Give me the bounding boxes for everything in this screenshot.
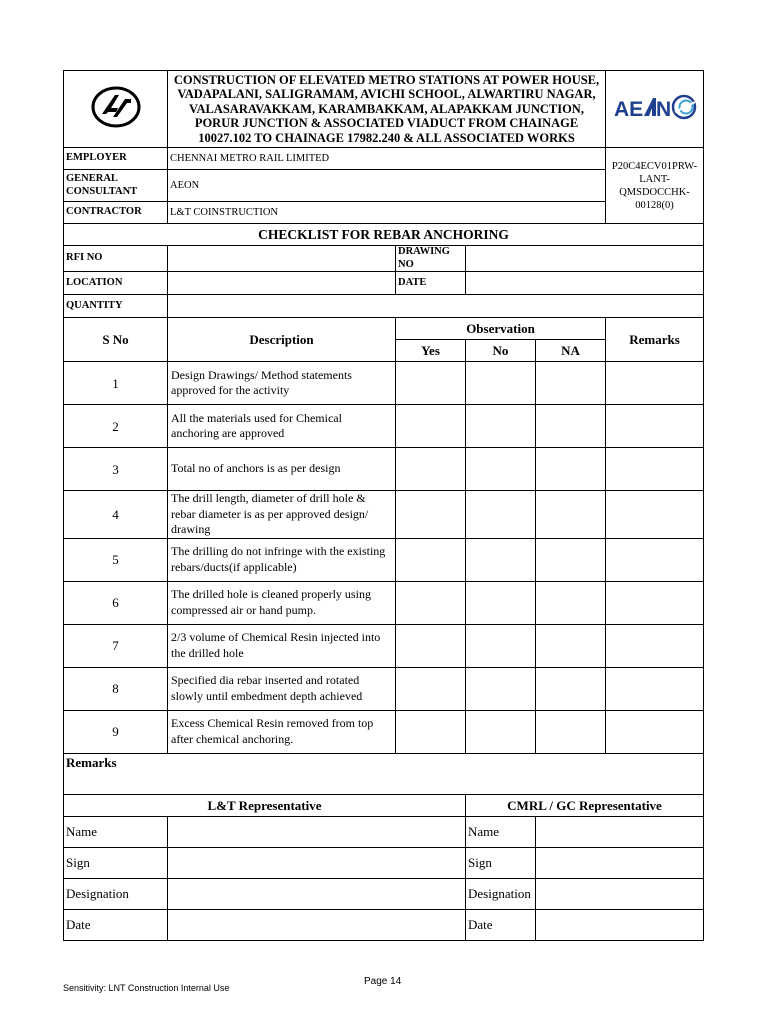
employer-value: CHENNAI METRO RAIL LIMITED [168, 148, 606, 170]
lt-designation-field[interactable] [168, 878, 466, 909]
row-description: Specified dia rebar inserted and rotated slowly until embedment depth achieved [168, 667, 396, 710]
col-remarks-header: Remarks [606, 318, 704, 362]
row-sno: 2 [64, 405, 168, 448]
checklist-title: CHECKLIST FOR REBAR ANCHORING [64, 224, 704, 246]
row-yes-cell[interactable] [396, 538, 466, 581]
row-remarks-cell[interactable] [606, 448, 704, 491]
lt-name-field[interactable] [168, 816, 466, 847]
row-na-cell[interactable] [536, 667, 606, 710]
lt-date-field[interactable] [168, 909, 466, 940]
page-number: Page 14 [364, 976, 402, 987]
row-remarks-cell[interactable] [606, 405, 704, 448]
row-na-cell[interactable] [536, 405, 606, 448]
contractor-value: L&T COINSTRUCTION [168, 202, 606, 224]
col-description-header: Description [168, 318, 396, 362]
lt-date-label: Date [64, 909, 168, 940]
row-description: Total no of anchors is as per design [168, 448, 396, 491]
row-sno: 7 [64, 624, 168, 667]
row-yes-cell[interactable] [396, 667, 466, 710]
row-no-cell[interactable] [466, 491, 536, 539]
row-sno: 8 [64, 667, 168, 710]
row-sno: 4 [64, 491, 168, 539]
table-row [64, 710, 704, 753]
rfi-label: RFI NO [64, 246, 168, 272]
lt-representative-title: L&T Representative [64, 794, 466, 816]
row-sno: 1 [64, 362, 168, 405]
row-no-cell[interactable] [466, 710, 536, 753]
row-remarks-cell[interactable] [606, 362, 704, 405]
row-remarks-cell[interactable] [606, 624, 704, 667]
remarks-field[interactable] [64, 753, 704, 794]
col-observation-header: Observation [396, 318, 606, 340]
lt-logo [64, 71, 168, 148]
table-row [64, 538, 704, 581]
lt-designation-label: Designation [64, 878, 168, 909]
remarks-label: Remarks [66, 754, 117, 770]
row-no-cell[interactable] [466, 362, 536, 405]
row-yes-cell[interactable] [396, 581, 466, 624]
employer-label: EMPLOYER [64, 148, 168, 170]
cmrl-designation-field[interactable] [536, 878, 704, 909]
row-description: Excess Chemical Resin removed from top after chemical anchoring. [168, 710, 396, 753]
drawing-field[interactable] [466, 246, 704, 272]
consultant-label: GENERAL CONSULTANT [64, 170, 168, 202]
row-yes-cell[interactable] [396, 624, 466, 667]
quantity-field[interactable] [168, 295, 704, 318]
table-row [64, 624, 704, 667]
lt-logo-icon [88, 84, 144, 130]
row-no-cell[interactable] [466, 405, 536, 448]
row-sno: 3 [64, 448, 168, 491]
col-no-header: No [466, 340, 536, 362]
date-label: DATE [396, 272, 466, 295]
row-sno: 6 [64, 581, 168, 624]
row-description: The drill length, diameter of drill hole & rebar diameter is as per approved design/ drawing [168, 491, 396, 539]
row-yes-cell[interactable] [396, 491, 466, 539]
sensitivity-label: Sensitivity: LNT Construction Internal Use [63, 983, 230, 993]
lt-name-label: Name [64, 816, 168, 847]
cmrl-name-field[interactable] [536, 816, 704, 847]
lt-sign-label: Sign [64, 847, 168, 878]
table-row [64, 362, 704, 405]
svg-text:N: N [655, 98, 671, 121]
row-remarks-cell[interactable] [606, 538, 704, 581]
row-yes-cell[interactable] [396, 405, 466, 448]
row-na-cell[interactable] [536, 448, 606, 491]
cmrl-name-label: Name [466, 816, 536, 847]
cmrl-date-label: Date [466, 909, 536, 940]
row-yes-cell[interactable] [396, 362, 466, 405]
table-row [64, 491, 704, 539]
aeon-logo [606, 71, 704, 148]
svg-text:AE: AE [613, 98, 643, 121]
row-yes-cell[interactable] [396, 448, 466, 491]
drawing-label: DRAWING NO [396, 246, 466, 272]
quantity-label: QUANTITY [64, 295, 168, 318]
table-row [64, 405, 704, 448]
cmrl-date-field[interactable] [536, 909, 704, 940]
row-description: The drilled hole is cleaned properly using compressed air or hand pump. [168, 581, 396, 624]
lt-sign-field[interactable] [168, 847, 466, 878]
row-na-cell[interactable] [536, 710, 606, 753]
row-description: 2/3 volume of Chemical Resin injected into the drilled hole [168, 624, 396, 667]
row-no-cell[interactable] [466, 538, 536, 581]
date-field[interactable] [466, 272, 704, 295]
row-remarks-cell[interactable] [606, 581, 704, 624]
location-label: LOCATION [64, 272, 168, 295]
consultant-value: AEON [168, 170, 606, 202]
row-sno: 5 [64, 538, 168, 581]
location-field[interactable] [168, 272, 396, 295]
row-na-cell[interactable] [536, 538, 606, 581]
row-no-cell[interactable] [466, 581, 536, 624]
row-description: All the materials used for Chemical anchoring are approved [168, 405, 396, 448]
col-sno-header: S No [64, 318, 168, 362]
row-remarks-cell[interactable] [606, 491, 704, 539]
row-description: The drilling do not infringe with the existing rebars/ducts(if applicable) [168, 538, 396, 581]
document-number: P20C4ECV01PRW-LANT-QMSDOCCHK-00128(0) [606, 148, 704, 224]
col-yes-header: Yes [396, 340, 466, 362]
row-no-cell[interactable] [466, 448, 536, 491]
col-na-header: NA [536, 340, 606, 362]
row-remarks-cell[interactable] [606, 667, 704, 710]
cmrl-sign-field[interactable] [536, 847, 704, 878]
cmrl-representative-title: CMRL / GC Representative [466, 794, 704, 816]
cmrl-designation-label: Designation [466, 878, 536, 909]
rfi-field[interactable] [168, 246, 396, 272]
contractor-label: CONTRACTOR [64, 202, 168, 224]
table-row [64, 581, 704, 624]
row-remarks-cell[interactable] [606, 710, 704, 753]
row-no-cell[interactable] [466, 624, 536, 667]
row-no-cell[interactable] [466, 667, 536, 710]
table-row [64, 667, 704, 710]
aeon-logo-icon [613, 92, 697, 122]
row-na-cell[interactable] [536, 491, 606, 539]
project-title: CONSTRUCTION OF ELEVATED METRO STATIONS AT POWER HOUSE, VADAPALANI, SALIGRAMAM, AVICHI SCHOOL, ALWARTIRU NAGAR, VALASARAVAKKAM, KARAMBAKKAM, ALAPAKKAM JUNCTION, PORUR JUNCTION & ASSOCIATED VIADUCT FROM CHAINAGE 10027.102 TO CHAINAGE 17982.240 & ALL ASSOCIATED WORKS [168, 71, 606, 148]
checklist-form [63, 70, 704, 941]
row-sno: 9 [64, 710, 168, 753]
cmrl-sign-label: Sign [466, 847, 536, 878]
table-row [64, 448, 704, 491]
row-yes-cell[interactable] [396, 710, 466, 753]
row-na-cell[interactable] [536, 581, 606, 624]
row-description: Design Drawings/ Method statements approved for the activity [168, 362, 396, 405]
row-na-cell[interactable] [536, 362, 606, 405]
row-na-cell[interactable] [536, 624, 606, 667]
